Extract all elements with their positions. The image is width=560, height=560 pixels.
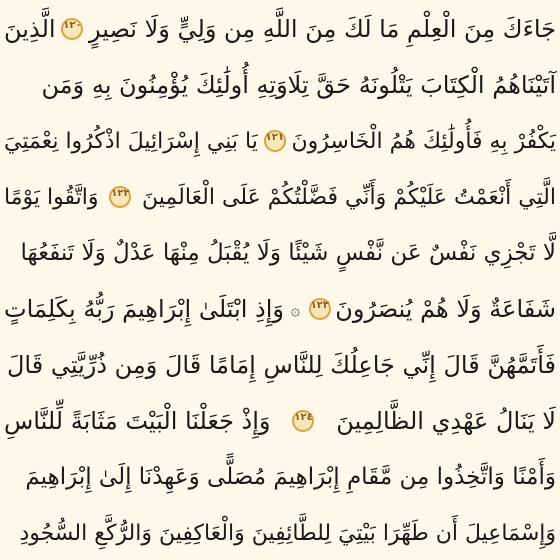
verse-text: وَإِسْمَاعِيلَ أَن طَهِّرَا بَيْتِيَ لِلطَّائِفِينَ وَالْعَاكِفِينَ وَالرُّكَّعِ السُّجُودِ xyxy=(19,520,556,546)
ayah-number-marker: ١٢٢ xyxy=(109,186,131,208)
verse-text: وَاتَّقُوا يَوْمًا xyxy=(4,184,99,210)
verse-line xyxy=(4,394,556,448)
verse-text: وَأَمْنًا وَاتَّخِذُوا مِن مَّقَامِ إِبْرَاهِيمَ مُصَلًّى وَعَهِدْنَا إِلَىٰ إِبْرَاهِيمَ xyxy=(25,464,556,490)
verse-text: جَاءَكَ مِنَ الْعِلْمِ مَا لَكَ مِنَ اللَّهِ مِن وَلِيٍّ وَلَا نَصِيرٍ xyxy=(88,15,556,43)
verse-line xyxy=(4,58,556,112)
verse-text: يَكْفُرْ بِهِ فَأُولَٰئِكَ هُمُ الْخَاسِرُونَ xyxy=(291,128,556,154)
ayah-number-marker: ١٢٤ xyxy=(292,410,314,432)
hizb-marker-icon: ۞ xyxy=(290,299,300,319)
verse-text: وَإِذْ جَعَلْنَا الْبَيْتَ مَثَابَةً لِّلنَّاسِ xyxy=(4,407,271,435)
verse-text: شَفَاعَةٌ وَلَا هُمْ يُنصَرُونَ xyxy=(335,295,556,323)
verse-text: الَّذِينَ xyxy=(4,15,56,43)
verse-text: فَأَتَمَّهُنَّ قَالَ إِنِّي جَاعِلُكَ لِلنَّاسِ إِمَامًا قَالَ وَمِن ذُرِّيَّتِي قَالَ xyxy=(6,351,556,379)
verse-text: آتَيْنَاهُمُ الْكِتَابَ يَتْلُونَهُ حَقَّ تِلَاوَتِهِ أُولَٰئِكَ يُؤْمِنُونَ بِهِ وَمَن xyxy=(41,71,556,99)
verse-line xyxy=(4,450,556,504)
verse-text: وَإِذِ ابْتَلَىٰ إِبْرَاهِيمَ رَبُّهُ بِكَلِمَاتٍ xyxy=(4,295,284,323)
verse-line xyxy=(4,226,556,280)
verse-line xyxy=(4,282,556,336)
verse-line xyxy=(4,2,556,56)
verse-text: الَّتِي أَنْعَمْتُ عَلَيْكُمْ وَأَنِّي فَضَّلْتُكُمْ عَلَى الْعَالَمِينَ xyxy=(142,184,556,210)
verse-text: لَا يَنَالُ عَهْدِي الظَّالِمِينَ xyxy=(336,407,556,435)
ayah-number-marker: ١٢٠ xyxy=(61,18,83,40)
ayah-number-marker: ١٢١ xyxy=(264,130,286,152)
ayah-number-marker: ١٢٣ xyxy=(309,298,331,320)
verse-text: لَّا تَجْزِي نَفْسٌ عَن نَّفْسٍ شَيْئًا وَلَا يُقْبَلُ مِنْهَا عَدْلٌ وَلَا تَنفَعُهَا xyxy=(20,240,556,266)
verse-line xyxy=(4,338,556,392)
verse-text: يَا بَنِي إِسْرَائِيلَ اذْكُرُوا نِعْمَتِيَ xyxy=(4,128,258,154)
verse-line xyxy=(4,114,556,168)
verse-line xyxy=(4,506,556,560)
verse-line xyxy=(4,170,556,224)
